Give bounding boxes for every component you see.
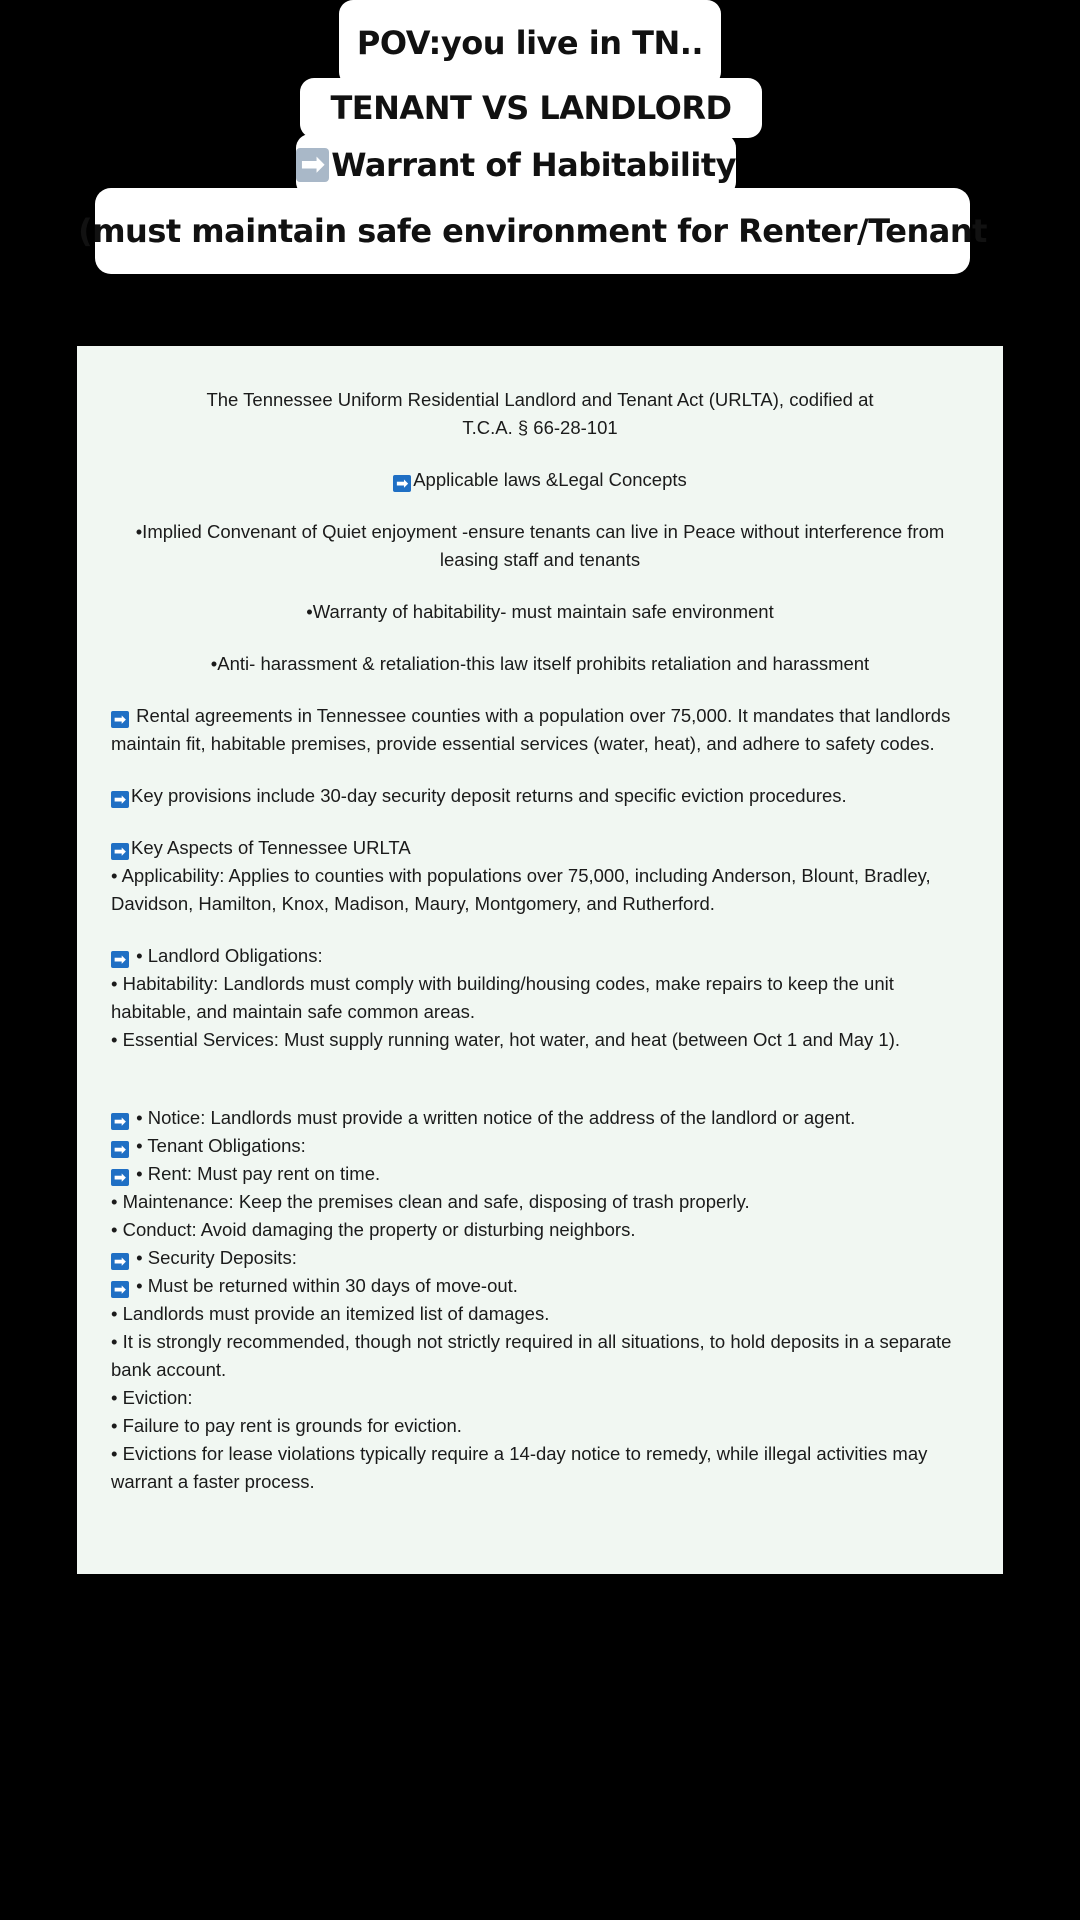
conduct-item: • Conduct: Avoid damaging the property or disturbing neighbors. [111, 1219, 636, 1240]
arrow-right-icon: ➡ [111, 1253, 129, 1270]
arrow-right-icon: ➡ [111, 1113, 129, 1130]
failure-to-pay-item: • Failure to pay rent is grounds for eviction. [111, 1415, 462, 1436]
arrow-right-icon: ➡ [111, 711, 129, 728]
tenant-obligations-text: • Tenant Obligations: [131, 1135, 306, 1156]
applicable-laws-heading [111, 466, 969, 494]
key-provisions-text: Key provisions include 30-day security deposit returns and specific eviction procedures. [131, 785, 847, 806]
tenant-obligations-item [111, 1132, 969, 1160]
arrow-right-icon: ➡ [111, 1169, 129, 1186]
document-screenshot [77, 346, 1003, 1574]
maintenance-item: • Maintenance: Keep the premises clean and safe, disposing of trash properly. [111, 1191, 750, 1212]
habitability-item: • Habitability: Landlords must comply with building/housing codes, make repairs to keep the unit habitable, and maintain safe common areas. [111, 973, 894, 1022]
essential-services-item: • Essential Services: Must supply running water, hot water, and heat (between Oct 1 and May 1). [111, 1029, 901, 1050]
arrow-right-icon: ➡ [111, 791, 129, 808]
rental-agreements-paragraph [111, 702, 969, 758]
concept-warranty-text: •Warranty of habitability- must maintain safe environment [306, 601, 774, 622]
notice-item [111, 1104, 969, 1132]
itemized-item: • Landlords must provide an itemized list of damages. [111, 1303, 550, 1324]
arrow-right-icon: ➡ [111, 1141, 129, 1158]
title-line-1: The Tennessee Uniform Residential Landlord and Tenant Act (URLTA), codified at [206, 389, 874, 410]
applicability-item: • Applicability: Applies to counties with populations over 75,000, including Anderson, Blount, Bradley, Davidson, Hamilton, Knox, Madison, Maury, Montgomery, and Rutherford. [111, 865, 931, 914]
lease-violations-item: • Evictions for lease violations typically require a 14-day notice to remedy, while illegal activities may warrant a faster process. [111, 1443, 928, 1492]
eviction-item: • Eviction: [111, 1387, 193, 1408]
key-aspects-heading [111, 834, 969, 862]
caption-line-2 [300, 78, 762, 138]
arrow-right-icon: ➡ [111, 1281, 129, 1298]
applicable-laws-text: Applicable laws &Legal Concepts [413, 469, 687, 490]
notice-text: • Notice: Landlords must provide a written notice of the address of the landlord or agent. [131, 1107, 856, 1128]
returned-text: • Must be returned within 30 days of move-out. [131, 1275, 518, 1296]
security-deposits-item [111, 1244, 969, 1272]
landlord-obligations-heading [111, 942, 969, 970]
caption-text-safe-environment: (must maintain safe environment for Renter/Tenant [78, 212, 987, 250]
right-arrow-emoji-icon: ➡ [296, 148, 329, 182]
key-aspects-heading-text: Key Aspects of Tennessee URLTA [131, 837, 411, 858]
concept-quiet-enjoyment [111, 518, 969, 574]
arrow-right-icon: ➡ [111, 951, 129, 968]
obligations-list-section [111, 1104, 969, 1496]
security-deposits-text: • Security Deposits: [131, 1247, 297, 1268]
caption-line-3 [296, 134, 736, 196]
caption-line-1 [339, 0, 721, 86]
document-title [111, 386, 969, 442]
caption-text-pov: POV:you live in TN.. [356, 24, 704, 62]
key-aspects-section [111, 834, 969, 918]
concept-warranty-habitability [111, 598, 969, 626]
concept-harassment-text: •Anti- harassment & retaliation-this law itself prohibits retaliation and harassment [210, 653, 870, 674]
rent-text: • Rent: Must pay rent on time. [131, 1163, 381, 1184]
spacer [111, 1078, 969, 1104]
key-provisions-paragraph [111, 782, 969, 810]
caption-text-warrant: Warrant of Habitability [331, 146, 736, 184]
arrow-right-icon: ➡ [111, 843, 129, 860]
rent-item [111, 1160, 969, 1188]
caption-line-4 [78, 188, 987, 274]
landlord-obligations-section [111, 942, 969, 1054]
caption-text-tenant-vs-landlord: TENANT VS LANDLORD [330, 89, 732, 127]
separate-account-item: • It is strongly recommended, though not strictly required in all situations, to hold deposits in a separate bank account. [111, 1331, 952, 1380]
rental-agreements-text: Rental agreements in Tennessee counties with a population over 75,000. It mandates that landlords maintain fit, habitable premises, provide essential services (water, heat), and adhere to safety codes. [111, 705, 951, 754]
landlord-obligations-text: • Landlord Obligations: [131, 945, 323, 966]
concept-quiet-enjoyment-text: •Implied Convenant of Quiet enjoyment -ensure tenants can live in Peace without interference from leasing staff and tenants [135, 521, 945, 570]
arrow-right-icon: ➡ [393, 475, 411, 492]
title-line-2: T.C.A. § 66-28-101 [462, 417, 618, 438]
concept-anti-harassment [111, 650, 969, 678]
returned-item [111, 1272, 969, 1300]
